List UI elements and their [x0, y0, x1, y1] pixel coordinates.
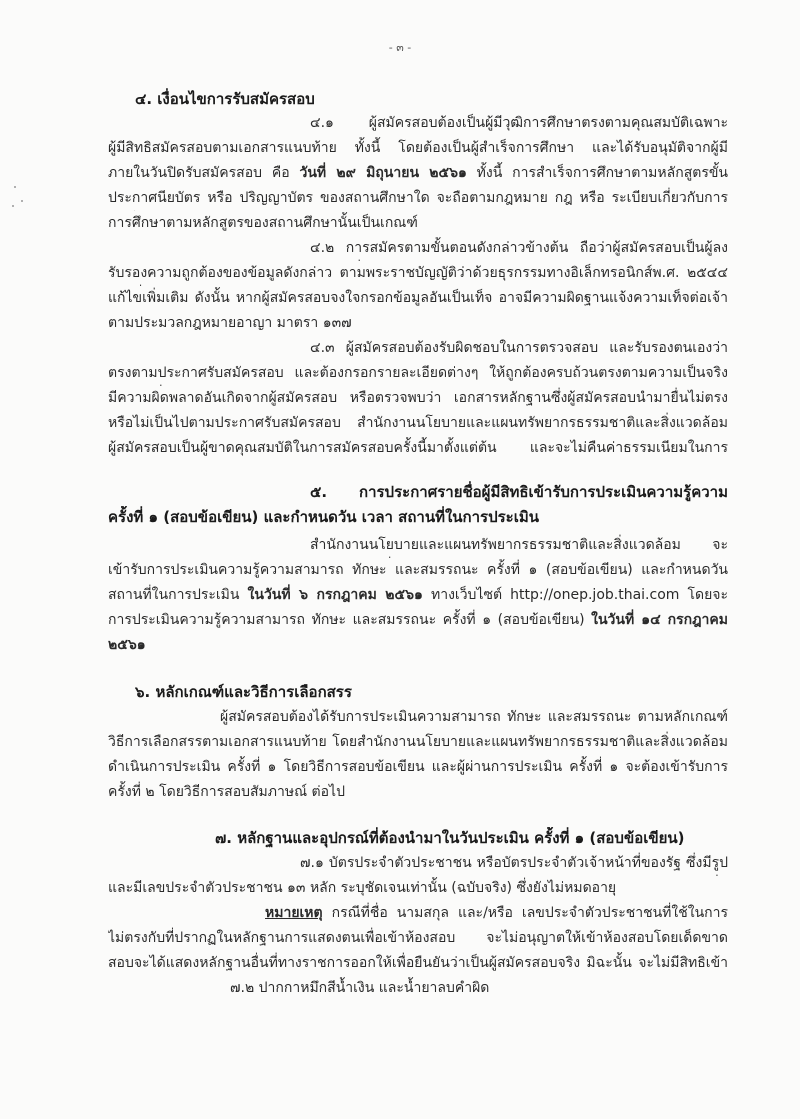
text-line: [108, 584, 728, 608]
text-segment: กรณีที่ชื่อ นามสกุล และ/หรือ เลขประจำตัวประชาชนที่ใช้ในการ: [331, 905, 728, 921]
bold-text: ในวันที่ ๑๔ กรกฎาคม: [591, 612, 728, 628]
text-segment: สำนักงานนโยบายและแผนทรัพยากรธรรมชาติและสิ่งแวดล้อม จะ: [310, 537, 728, 553]
note-label: หมายเหตุ: [265, 905, 323, 921]
bold-text: ๒๕๖๑: [108, 637, 146, 653]
text-segment: แก้ไขเพิ่มเติม ดังนั้น หากผู้สมัครสอบจงใจกรอกข้อมูลอันเป็นเท็จ อาจมีความผิดฐานแจ้งความเท็จต่อเจ้า: [108, 290, 728, 306]
text-segment: ทั้งนี้ การสำเร็จการศึกษาตามหลักสูตรขั้น: [466, 165, 728, 181]
text-segment: ภายในวันปิดรับสมัครสอบ คือ: [108, 165, 300, 181]
text-line: [108, 756, 728, 780]
text-segment: ๔.๓ ผู้สมัครสอบต้องรับผิดชอบในการตรวจสอบ และรับรองตนเองว่า: [310, 340, 728, 356]
text-line: [108, 437, 728, 461]
text-line: [108, 877, 616, 901]
text-segment: ครั้งที่ ๑ (สอบข้อเขียน) และกำหนดวัน เวลา สถานที่ในการประเมิน: [108, 508, 540, 526]
text-segment: ตามประมวลกฎหมายอาญา มาตรา ๑๓๗: [108, 315, 352, 331]
text-segment: ๔.๑ ผู้สมัครสอบต้องเป็นผู้มีวุฒิการศึกษาตรงตามคุณสมบัติเฉพาะ: [310, 115, 728, 131]
text-segment: ๗. หลักฐานและอุปกรณ์ที่ต้องนำมาในวันประเมิน ครั้งที่ ๑ (สอบข้อเขียน): [215, 829, 685, 847]
text-line: [230, 977, 489, 1001]
text-segment: ประกาศนียบัตร หรือ ปริญญาบัตร ของสถานศึกษาใด จะถือตามกฎหมาย กฎ หรือ ระเบียบเกี่ยวกับการ: [108, 190, 728, 206]
text-segment: ๗.๑ บัตรประจำตัวประชาชน หรือบัตรประจำตัวเจ้าหน้าที่ของรัฐ ซึ่งมีรูป: [300, 855, 728, 871]
text-segment: ดำเนินการประเมิน ครั้งที่ ๑ โดยวิธีการสอบข้อเขียน และผู้ผ่านการประเมิน ครั้งที่ ๑ จะต้องเข้ารับการ: [108, 759, 728, 775]
text-segment: ผู้มีสิทธิสมัครสอบตามเอกสารแนบท้าย ทั้งนี้ โดยต้องเป็นผู้สำเร็จการศึกษา และได้รับอนุมัติจากผู้มี: [108, 140, 728, 156]
text-line: [108, 312, 352, 336]
text-segment: ตรงตามประกาศรับสมัครสอบ และต้องกรอกรายละเอียดต่างๆ ให้ถูกต้องครบถ้วนตรงตามความเป็นจริง: [108, 365, 728, 381]
text-line: [108, 952, 728, 976]
text-segment: ผู้สมัครสอบต้องได้รับการประเมินความสามารถ ทักษะ และสมรรถนะ ตามหลักเกณฑ์: [220, 709, 728, 725]
text-segment: ทางเว็บไซต์ http://onep.job.thai.com โดยจะ: [430, 587, 728, 603]
scan-speck: [21, 200, 23, 202]
text-line: [310, 534, 728, 558]
text-line: [108, 287, 728, 311]
text-line: [108, 927, 728, 951]
text-segment: ผู้สมัครสอบเป็นผู้ขาดคุณสมบัติในการสมัครสอบครั้งนี้มาตั้งแต่ต้น และจะไม่คืนค่าธรรมเนียมในการ: [108, 440, 728, 456]
text-segment: มีความผิดพลาดอันเกิดจากผู้สมัครสอบ หรือตรวจพบว่า เอกสารหลักฐานซึ่งผู้สมัครสอบนำมายื่นไม่ตรง: [108, 390, 728, 406]
text-line: [265, 902, 728, 926]
text-segment: ๔.๒ การสมัครตามขั้นตอนดังกล่าวข้างต้น ถือว่าผู้สมัครสอบเป็นผู้ลง: [310, 240, 728, 256]
text-segment: ๖. หลักเกณฑ์และวิธีการเลือกสรร: [135, 683, 352, 701]
section-5-heading: [108, 506, 539, 530]
text-line: [300, 852, 728, 876]
text-segment: ๔. เงื่อนไขการรับสมัครสอบ: [135, 90, 315, 108]
text-line: [108, 362, 728, 386]
text-line: [310, 337, 728, 361]
text-line: [108, 609, 728, 633]
section-6-heading: [135, 681, 352, 705]
text-segment: เข้ารับการประเมินความรู้ความสามารถ ทักษะ และสมรรถนะ ครั้งที่ ๑ (สอบข้อเขียน) และกำหนดวัน: [108, 562, 728, 578]
text-segment: รับรองความถูกต้องของข้อมูลดังกล่าว ตามพระราชบัญญัติว่าด้วยธุรกรรมทางอิเล็กทรอนิกส์พ.ศ. ๒๕๔๔: [108, 265, 728, 281]
text-line: [108, 634, 146, 658]
text-segment: หรือไม่เป็นไปตามประกาศรับสมัครสอบ สำนักงานนโยบายและแผนทรัพยากรธรรมชาติและสิ่งแวดล้อม: [108, 415, 728, 431]
text-line: [108, 387, 728, 411]
text-line: [108, 412, 728, 436]
text-segment: วิธีการเลือกสรรตามเอกสารแนบท้าย โดยสำนักงานนโยบายและแผนทรัพยากรธรรมชาติและสิ่งแวดล้อม: [108, 734, 728, 750]
text-line: [108, 212, 418, 236]
page-number: - ๓ -: [388, 41, 412, 54]
bold-text: วันที่ ๒๙ มิถุนายน ๒๕๖๑: [299, 165, 467, 181]
section-5-heading: [310, 481, 728, 505]
text-line: [108, 731, 728, 755]
text-segment: การประเมินความรู้ความสามารถ ทักษะ และสมรรถนะ ครั้งที่ ๑ (สอบข้อเขียน): [108, 612, 592, 628]
text-segment: ๕. การประกาศรายชื่อผู้มีสิทธิเข้ารับการประเมินความรู้ความ: [310, 483, 728, 501]
section-4-heading: [135, 88, 315, 112]
text-line: [108, 137, 728, 161]
text-segment: ครั้งที่ ๒ โดยวิธีการสอบสัมภาษณ์ ต่อไป: [108, 784, 345, 800]
section-7-heading: [215, 827, 685, 851]
text-line: [310, 112, 728, 136]
text-line: [108, 262, 728, 286]
text-segment: ไม่ตรงกับที่ปรากฏในหลักฐานการแสดงตนเพื่อเข้าห้องสอบ จะไม่อนุญาตให้เข้าห้องสอบโดยเด็ดขาด: [108, 930, 728, 946]
text-segment: สถานที่ในการประเมิน: [108, 587, 248, 603]
text-line: [220, 706, 728, 730]
scan-speck: [14, 186, 16, 188]
bold-text: ในวันที่ ๖ กรกฎาคม ๒๕๖๑: [247, 587, 423, 603]
text-line: [108, 187, 728, 211]
text-segment: สอบจะได้แสดงหลักฐานอื่นที่ทางราชการออกให้เพื่อยืนยันว่าเป็นผู้สมัครสอบจริง มิฉะนั้น จะไม่มีสิทธิเข้า: [108, 955, 728, 971]
text-line: [108, 162, 728, 186]
scan-speck: [12, 205, 14, 207]
text-segment: ๗.๒ ปากกาหมึกสีน้ำเงิน และน้ำยาลบคำผิด: [230, 980, 490, 996]
text-segment: และมีเลขประจำตัวประชาชน ๑๓ หลัก ระบุชัดเจนเท่านั้น (ฉบับจริง) ซึ่งยังไม่หมดอายุ: [108, 880, 617, 896]
text-line: [310, 237, 728, 261]
text-line: [108, 559, 728, 583]
text-segment: การศึกษาตามหลักสูตรของสถานศึกษานั้นเป็นเกณฑ์: [108, 215, 418, 231]
text-line: [108, 781, 345, 805]
